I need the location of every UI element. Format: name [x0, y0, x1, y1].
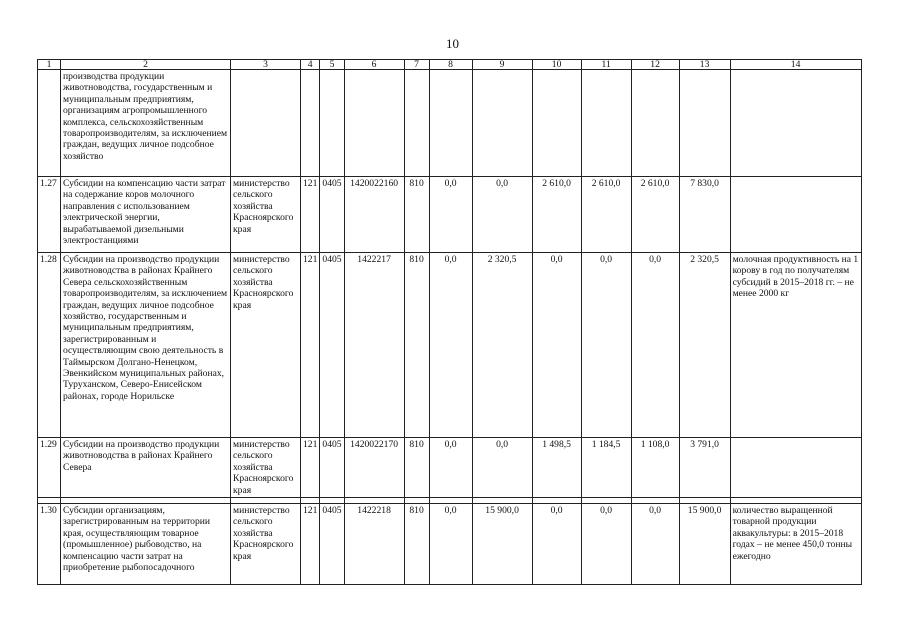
row-c8: 0,0: [429, 504, 472, 585]
header-cell: 3: [231, 60, 301, 70]
row-c8: [429, 70, 472, 177]
header-cell: 7: [404, 60, 429, 70]
row-name: Субсидии на производство продукции животноводства в районах Крайнего Севера сельскохозяйственным товаропроизводителям, за исключением граждан, ведущих личное подсобное хозяйство, государственным и муниципальным предприятиям, зарегистрированным и осуществляющим свою деятельность в Таймырском Долгано-Ненецком, Эвенкийском муниципальных районах, Туруханском, Северо-Енисейском районах, городе Норильске: [61, 253, 231, 438]
row-c6: 1422217: [344, 253, 404, 438]
row-c14: [730, 177, 861, 253]
page-number: 10: [446, 36, 459, 51]
row-id: 1.27: [38, 177, 61, 253]
row-c11: 0,0: [581, 504, 631, 585]
row-c9: [472, 70, 532, 177]
row-id: [38, 70, 61, 177]
row-c12: 2 610,0: [631, 177, 679, 253]
row-c12: 0,0: [631, 253, 679, 438]
row-c11: 1 184,5: [581, 438, 631, 498]
row-ministry: министерство сельского хозяйства Красноярского края: [231, 177, 301, 253]
header-cell: 8: [429, 60, 472, 70]
row-id: 1.30: [38, 504, 61, 585]
table-row: [38, 504, 862, 585]
table-row: [38, 177, 862, 253]
header-cell: 14: [730, 60, 861, 70]
row-c9: 0,0: [472, 177, 532, 253]
header-cell: 6: [344, 60, 404, 70]
header-row: [38, 60, 862, 70]
budget-table: [37, 59, 862, 585]
row-c5: 0405: [320, 177, 344, 253]
row-c14: молочная продуктивность на 1 корову в год по получателям субсидий в 2015–2018 гг. – не менее 2000 кг: [730, 253, 861, 438]
row-c7: 810: [404, 438, 429, 498]
row-c10: 0,0: [532, 504, 581, 585]
row-name: Субсидии на производство продукции животноводства в районах Крайнего Севера: [61, 438, 231, 498]
row-c8: 0,0: [429, 438, 472, 498]
row-c14: [730, 438, 861, 498]
row-c12: [631, 70, 679, 177]
row-c7: 810: [404, 253, 429, 438]
table-row: [38, 70, 862, 177]
row-name: производства продукции животноводства, государственным и муниципальным предприятиям, организациям агропромышленного комплекса, сельскохозяйственным товаропроизводителям, за исключением граждан, ведущих личное подсобное хозяйство: [61, 70, 231, 177]
row-c9: 0,0: [472, 438, 532, 498]
header-cell: 13: [679, 60, 730, 70]
row-c5: 0405: [320, 438, 344, 498]
header-cell: 1: [38, 60, 61, 70]
row-c4: 121: [301, 253, 320, 438]
row-c4: 121: [301, 177, 320, 253]
row-ministry: [231, 70, 301, 177]
row-c11: 2 610,0: [581, 177, 631, 253]
row-c6: [344, 70, 404, 177]
row-c11: 0,0: [581, 253, 631, 438]
row-ministry: министерство сельского хозяйства Красноярского края: [231, 253, 301, 438]
row-id: 1.28: [38, 253, 61, 438]
row-c8: 0,0: [429, 177, 472, 253]
row-c14: количество выращенной товарной продукции аквакультуры: в 2015–2018 годах – не менее 450,0 тонны ежегодно: [730, 504, 861, 585]
header-cell: 9: [472, 60, 532, 70]
header-cell: 10: [532, 60, 581, 70]
row-c5: 0405: [320, 504, 344, 585]
row-c6: 1420022170: [344, 438, 404, 498]
row-c4: 121: [301, 504, 320, 585]
row-ministry: министерство сельского хозяйства Красноярского края: [231, 438, 301, 498]
row-c11: [581, 70, 631, 177]
header-cell: 2: [61, 60, 231, 70]
row-c8: 0,0: [429, 253, 472, 438]
row-c12: 1 108,0: [631, 438, 679, 498]
row-c10: 1 498,5: [532, 438, 581, 498]
row-ministry: министерство сельского хозяйства Красноярского края: [231, 504, 301, 585]
table-row: [38, 253, 862, 438]
row-id: 1.29: [38, 438, 61, 498]
row-c13: 3 791,0: [679, 438, 730, 498]
row-c13: 15 900,0: [679, 504, 730, 585]
row-c10: 0,0: [532, 253, 581, 438]
row-c5: [320, 70, 344, 177]
row-c7: 810: [404, 177, 429, 253]
row-c9: 15 900,0: [472, 504, 532, 585]
row-c14: [730, 70, 861, 177]
row-c9: 2 320,5: [472, 253, 532, 438]
row-c13: [679, 70, 730, 177]
row-c10: 2 610,0: [532, 177, 581, 253]
row-c4: 121: [301, 438, 320, 498]
row-c5: 0405: [320, 253, 344, 438]
header-cell: 4: [301, 60, 320, 70]
header-cell: 11: [581, 60, 631, 70]
row-c6: 1420022160: [344, 177, 404, 253]
row-c7: [404, 70, 429, 177]
row-name: Субсидии организациям, зарегистрированным на территории края, осуществляющим товарное (промышленное) рыбоводство, на компенсацию части затрат на приобретение рыбопосадочного: [61, 504, 231, 585]
row-c7: 810: [404, 504, 429, 585]
row-c6: 1422218: [344, 504, 404, 585]
header-cell: 12: [631, 60, 679, 70]
row-c10: [532, 70, 581, 177]
row-c13: 7 830,0: [679, 177, 730, 253]
row-c4: [301, 70, 320, 177]
row-c12: 0,0: [631, 504, 679, 585]
header-cell: 5: [320, 60, 344, 70]
row-name: Субсидии на компенсацию части затрат на содержание коров молочного направления с использованием электрической энергии, вырабатываемой дизельными электростанциями: [61, 177, 231, 253]
row-c13: 2 320,5: [679, 253, 730, 438]
table-row: [38, 438, 862, 498]
